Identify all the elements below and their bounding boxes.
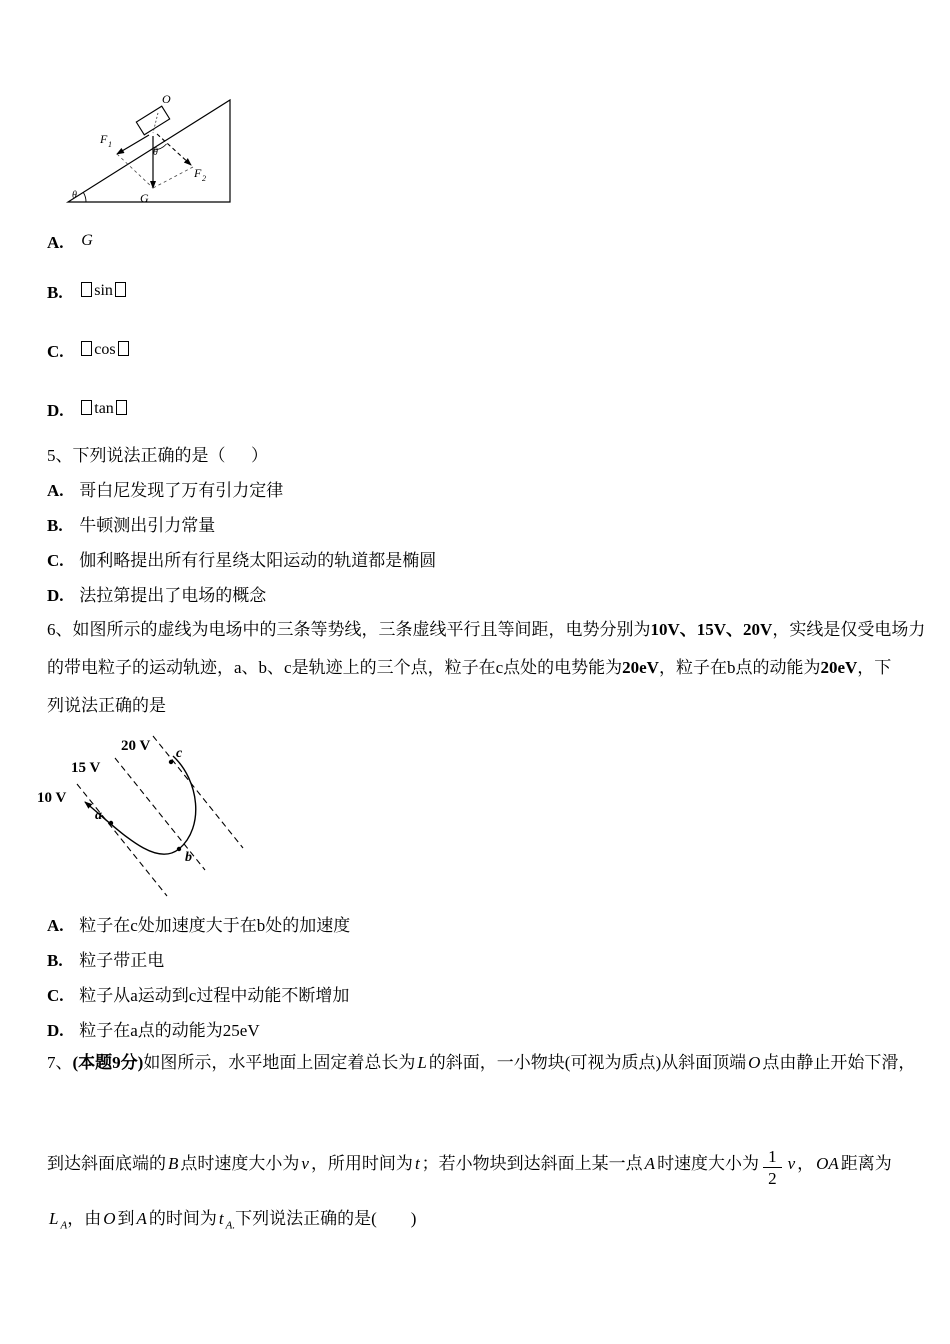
variable-v: v bbox=[787, 1154, 796, 1173]
q7-stem-line1 bbox=[47, 1052, 915, 1074]
block-on-incline bbox=[136, 106, 169, 135]
option-formula: G bbox=[81, 232, 93, 249]
q4-option-b bbox=[47, 282, 128, 305]
fraction-one-half bbox=[763, 1146, 782, 1189]
base-angle-arc bbox=[83, 192, 86, 202]
q5-option-b bbox=[47, 515, 215, 537]
stem-text: ，所用时间为 bbox=[310, 1154, 413, 1173]
option-letter: A. bbox=[47, 481, 64, 500]
q6-option-c bbox=[47, 985, 349, 1007]
stem-values: 20eV bbox=[622, 658, 659, 677]
base-angle-label: θ bbox=[72, 190, 77, 201]
trig-function-label: cos bbox=[94, 341, 116, 358]
q6-stem-line2 bbox=[47, 649, 925, 687]
f1-vector bbox=[117, 135, 149, 154]
equipotential-line-10v bbox=[77, 784, 167, 896]
block-angle-label: θ bbox=[153, 147, 158, 158]
q6-equipotential-figure bbox=[35, 722, 250, 912]
missing-glyph-box bbox=[81, 400, 92, 415]
option-formula bbox=[79, 339, 130, 361]
option-letter: A. bbox=[47, 916, 64, 935]
parallelogram-dash-right bbox=[153, 167, 193, 188]
parallelogram-dash-left bbox=[117, 154, 153, 188]
option-letter: C. bbox=[47, 986, 64, 1005]
equipotential-label-15v: 15 V bbox=[71, 760, 101, 776]
q4-option-c bbox=[47, 341, 131, 364]
variable-t: t bbox=[218, 1209, 224, 1228]
stem-text: 到 bbox=[117, 1209, 135, 1228]
option-letter: B. bbox=[47, 951, 63, 970]
variable-A: A bbox=[136, 1209, 147, 1228]
f1-label: F bbox=[100, 132, 108, 146]
fraction-denominator: 2 bbox=[768, 1169, 777, 1188]
trajectory-curve bbox=[85, 756, 196, 854]
stem-text: 点由静止开始下滑， bbox=[762, 1053, 916, 1072]
point-b-dot bbox=[177, 847, 181, 851]
variable-OA: OA bbox=[816, 1154, 839, 1173]
missing-glyph-box bbox=[116, 400, 127, 415]
trig-function-label: tan bbox=[94, 400, 114, 417]
option-letter: C. bbox=[47, 551, 64, 570]
stem-text: 的时间为 bbox=[148, 1209, 217, 1228]
point-b-label: b bbox=[185, 850, 192, 865]
point-a-dot bbox=[109, 821, 113, 825]
point-a-label: a bbox=[95, 808, 102, 823]
stem-text: 的斜面，一小物块(可视为质点)从斜面顶端 bbox=[428, 1053, 747, 1072]
variable-O: O bbox=[748, 1053, 761, 1072]
stem-text: 如图所示，水平地面上固定着总长为 bbox=[143, 1053, 416, 1072]
q6-stem bbox=[47, 611, 925, 725]
option-letter: C. bbox=[47, 342, 64, 361]
q6-option-b bbox=[47, 950, 164, 972]
f2-subscript: 2 bbox=[202, 174, 206, 183]
option-text: 伽利略提出所有行星绕太阳运动的轨道都是椭圆 bbox=[79, 551, 437, 570]
f2-vector bbox=[157, 134, 191, 165]
missing-glyph-box bbox=[81, 341, 92, 356]
stem-text: ，下 bbox=[857, 658, 892, 677]
option-text: 法拉第提出了电场的概念 bbox=[79, 586, 267, 605]
stem-text: ，实线是仅受电场力 bbox=[772, 620, 926, 639]
q7-stem-line3 bbox=[47, 1208, 416, 1236]
q4-option-a bbox=[47, 232, 95, 255]
subscript-A: A bbox=[60, 1219, 68, 1232]
fraction-numerator: 1 bbox=[763, 1146, 782, 1168]
q6-stem-line3: 列说法正确的是 bbox=[47, 696, 166, 715]
q5-option-a bbox=[47, 480, 283, 502]
stem-text: 6、如图所示的虚线为电场中的三条等势线，三条虚线平行且等间距，电势分别为 bbox=[47, 620, 651, 639]
variable-O: O bbox=[103, 1209, 116, 1228]
point-c-label: c bbox=[176, 746, 183, 761]
missing-glyph-box bbox=[118, 341, 129, 356]
option-formula bbox=[79, 280, 128, 302]
q7-stem-line2 bbox=[47, 1146, 892, 1189]
q4-incline-figure bbox=[50, 88, 250, 218]
subscript-A: A. bbox=[225, 1219, 236, 1232]
equipotential-label-10v: 10 V bbox=[37, 790, 67, 806]
stem-values: 10V、15V、20V bbox=[650, 620, 773, 639]
trig-function-label: sin bbox=[94, 282, 113, 299]
option-text: 哥白尼发现了万有引力定律 bbox=[79, 481, 284, 500]
variable-t: t bbox=[414, 1154, 420, 1173]
q6-option-d bbox=[47, 1020, 260, 1042]
stem-text: ，由 bbox=[67, 1209, 102, 1228]
equipotential-label-20v: 20 V bbox=[121, 738, 151, 754]
variable-L: L bbox=[417, 1053, 427, 1072]
f1-subscript: 1 bbox=[108, 140, 112, 149]
stem-text: 的带电粒子的运动轨迹，a、b、c是轨迹上的三个点，粒子在c点处的电势能为 bbox=[47, 658, 623, 677]
option-text: 粒子在a点的动能为25eV bbox=[79, 1021, 260, 1040]
q5-option-c bbox=[47, 550, 436, 572]
variable-L: L bbox=[49, 1209, 59, 1228]
option-text: 粒子从a运动到c过程中动能不断增加 bbox=[79, 986, 350, 1005]
option-letter: A. bbox=[47, 233, 64, 252]
stem-text: 时速度大小为 bbox=[657, 1154, 760, 1173]
option-letter: D. bbox=[47, 401, 64, 420]
points-note: (本题9分) bbox=[72, 1053, 144, 1072]
stem-text: ；若小物块到达斜面上某一点 bbox=[421, 1154, 643, 1173]
option-letter: B. bbox=[47, 516, 63, 535]
f2-label: F bbox=[194, 166, 202, 180]
option-text: 牛顿测出引力常量 bbox=[79, 516, 216, 535]
stem-text: 7、 bbox=[47, 1053, 73, 1072]
stem-text: 距离为 bbox=[840, 1154, 892, 1173]
variable-B: B bbox=[168, 1154, 179, 1173]
gravity-label: G bbox=[140, 191, 149, 205]
option-letter: D. bbox=[47, 586, 64, 605]
equipotential-line-20v bbox=[153, 736, 243, 848]
variable-A: A bbox=[644, 1154, 656, 1173]
option-letter: D. bbox=[47, 1021, 64, 1040]
variable-v: v bbox=[301, 1154, 309, 1173]
stem-text: 到达斜面底端的 bbox=[47, 1154, 166, 1173]
q4-option-d bbox=[47, 400, 129, 423]
stem-text: 下列说法正确的是( ) bbox=[235, 1209, 417, 1228]
point-o-label: O bbox=[162, 92, 171, 106]
option-formula bbox=[79, 398, 129, 420]
point-c-dot bbox=[169, 760, 173, 764]
stem-text: 点时速度大小为 bbox=[180, 1154, 300, 1173]
stem-values: 20eV bbox=[820, 658, 858, 677]
q5-option-d bbox=[47, 585, 266, 607]
option-letter: B. bbox=[47, 283, 63, 302]
option-text: 粒子在c处加速度大于在b处的加速度 bbox=[79, 916, 351, 935]
q6-stem-line1 bbox=[47, 611, 925, 649]
stem-text: ，粒子在b点的动能为 bbox=[658, 658, 821, 677]
missing-glyph-box bbox=[115, 282, 126, 297]
missing-glyph-box bbox=[81, 282, 92, 297]
q6-option-a bbox=[47, 915, 350, 937]
option-text: 粒子带正电 bbox=[79, 951, 165, 970]
q5-stem: 5、下列说法正确的是（ ） bbox=[47, 446, 268, 465]
stem-text: ， bbox=[797, 1154, 815, 1173]
